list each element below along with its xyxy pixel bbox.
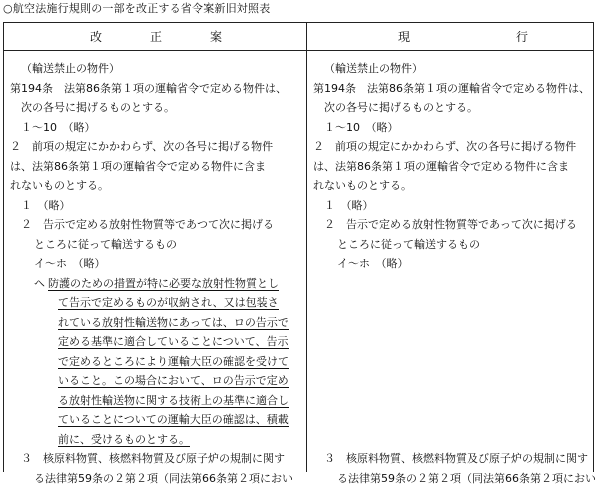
current-items-1-10: １〜10 （略）	[313, 118, 593, 138]
header-revised-char-3: 案	[210, 30, 222, 44]
current-para2-line-3: れないものとする。	[313, 176, 593, 196]
header-current-char-1: 現	[398, 30, 410, 44]
current-article-line-1: 第194条 法第86条第１項の運輸省令で定める物件は、	[313, 79, 593, 99]
current-para2-line-2: は、法第86条第１項の運輸省令で定める物件に含ま	[313, 157, 593, 177]
current-item-3-line-1: ３ 核原料物質、核燃料物質及び原子炉の規制に関す	[313, 449, 593, 469]
revised-he-line-7	[10, 391, 300, 411]
revised-he-label: ヘ	[34, 274, 48, 294]
revised-he-text-2: て告示で定めるものが収納され、又は包装さ	[58, 296, 279, 310]
header-separator	[4, 50, 593, 51]
revised-item-2-line-1: ２ 告示で定める放射性物質等であつて次に掲げる	[10, 215, 300, 235]
revised-he-text-9: 前に、受けるものとする。	[58, 433, 190, 447]
revised-section-heading: （輸送禁止の物件）	[10, 59, 300, 79]
current-subitems-i-ho: イ〜ホ （略）	[313, 254, 593, 274]
revised-he-text-7: る放射性輸送物に関する技術上の基準に適合し	[58, 394, 289, 408]
current-item-3-line-2: る法律第59条の２第２項（同法第66条第２項におい	[313, 469, 593, 488]
revised-he-line-3	[10, 313, 300, 333]
current-item-2-line-1: ２ 告示で定める放射性物質等であって次に掲げる	[313, 215, 593, 235]
header-revised-char-2: 正	[150, 30, 162, 44]
revised-column	[10, 59, 300, 488]
current-column	[313, 59, 593, 488]
revised-he-line-5	[10, 352, 300, 372]
header-revised	[90, 30, 222, 44]
current-item-2-line-2: ところに従って輸送するもの	[313, 235, 593, 255]
current-article-line-2: 次の各号に掲げるものとする。	[313, 98, 593, 118]
revised-he-text-6: いること。この場合において、ロの告示で定め	[58, 374, 289, 388]
revised-he-line-9	[10, 430, 300, 450]
current-section-heading: （輸送禁止の物件）	[313, 59, 593, 79]
revised-item-1: １ （略）	[10, 196, 300, 216]
revised-para2-line-2: は、法第86条第１項の運輸省令で定める物件に含ま	[10, 157, 300, 177]
revised-item-3-line-2: る法律第59条の２第２項（同法第66条第２項におい	[10, 469, 300, 488]
revised-article-line-1: 第194条 法第86条第１項の運輸省令で定める物件は、	[10, 79, 300, 99]
revised-item-3-line-1: ３ 核原料物質、核燃料物質及び原子炉の規制に関す	[10, 449, 300, 469]
revised-he-line-1	[10, 274, 300, 294]
document-title: ○航空法施行規則の一部を改正する省令案新旧対照表	[3, 2, 270, 16]
revised-he-text-4: 定める基準に適合していることについて、告示	[58, 335, 289, 349]
current-para2-line-1: ２ 前項の規定にかかわらず、次の各号に掲げる物件	[313, 137, 593, 157]
comparison-table	[3, 22, 594, 472]
current-item-1: １ （略）	[313, 196, 593, 216]
revised-he-text-5: で定めるところにより運輸大臣の確認を受けて	[58, 355, 289, 369]
revised-he-line-8	[10, 410, 300, 430]
column-divider	[306, 23, 307, 472]
revised-items-1-10: １〜10 （略）	[10, 118, 300, 138]
revised-subitems-i-ho: イ〜ホ （略）	[10, 254, 300, 274]
revised-para2-line-1: ２ 前項の規定にかかわらず、次の各号に掲げる物件	[10, 137, 300, 157]
revised-he-line-4	[10, 332, 300, 352]
revised-he-line-2	[10, 293, 300, 313]
revised-he-text-1: 防護のための措置が特に必要な放射性物質とし	[48, 277, 279, 291]
revised-he-line-6	[10, 371, 300, 391]
header-revised-char-1: 改	[90, 30, 102, 44]
header-current	[398, 30, 528, 44]
revised-item-2-line-2: ところに従って輸送するもの	[10, 235, 300, 255]
header-current-char-2: 行	[516, 30, 528, 44]
revised-he-text-8: ていることについての運輸大臣の確認は、積載	[58, 413, 289, 427]
revised-article-line-2: 次の各号に掲げるものとする。	[10, 98, 300, 118]
revised-para2-line-3: れないものとする。	[10, 176, 300, 196]
revised-he-text-3: れている放射性輸送物にあっては、ロの告示で	[58, 316, 289, 330]
